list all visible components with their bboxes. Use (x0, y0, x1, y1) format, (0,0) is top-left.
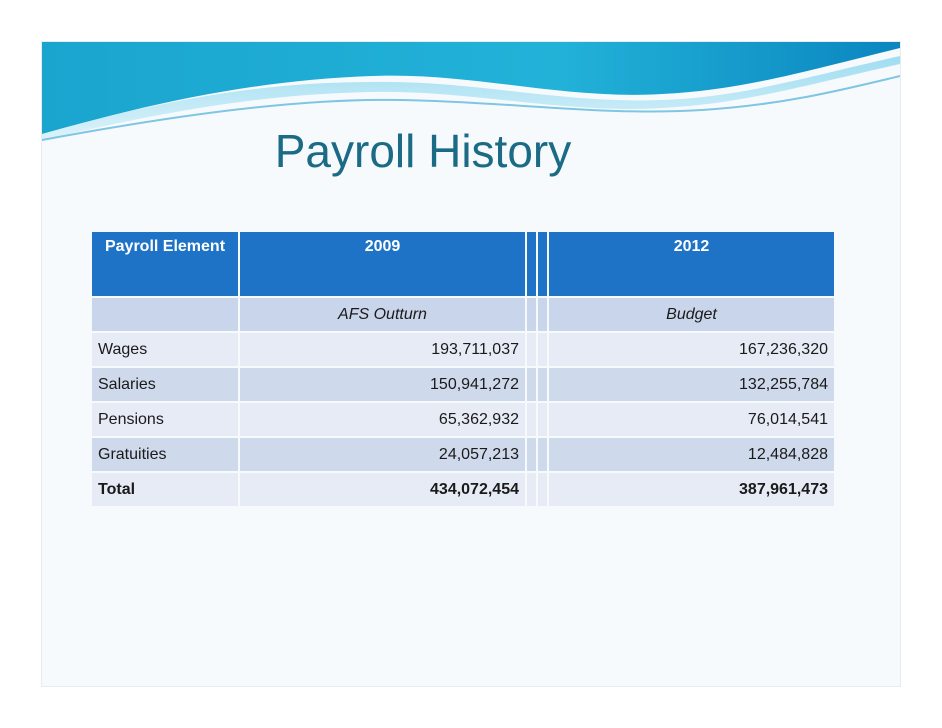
value-2009: 24,057,213 (240, 438, 525, 471)
row-label: Gratuities (92, 438, 238, 471)
row-spacer (527, 368, 536, 401)
row-spacer (538, 438, 547, 471)
header-row (92, 232, 834, 296)
slide-title: Payroll History (274, 125, 572, 177)
payroll-table (90, 230, 836, 508)
value-2012: 167,236,320 (549, 333, 834, 366)
subheader-budget: Budget (549, 298, 834, 331)
slide (42, 42, 900, 686)
value-2009: 193,711,037 (240, 333, 525, 366)
row-label: Wages (92, 333, 238, 366)
row-spacer (538, 333, 547, 366)
header-2009: 2009 (240, 232, 525, 296)
total-2012: 387,961,473 (549, 473, 834, 506)
table-row (92, 403, 834, 436)
table-row (92, 368, 834, 401)
subheader-row (92, 298, 834, 331)
subheader-empty (92, 298, 238, 331)
header-spacer (527, 232, 536, 296)
subheader-spacer (527, 298, 536, 331)
total-2009: 434,072,454 (240, 473, 525, 506)
value-2012: 132,255,784 (549, 368, 834, 401)
row-label: Salaries (92, 368, 238, 401)
table-row (92, 333, 834, 366)
value-2012: 12,484,828 (549, 438, 834, 471)
value-2009: 150,941,272 (240, 368, 525, 401)
row-spacer (538, 473, 547, 506)
total-row (92, 473, 834, 506)
value-2012: 76,014,541 (549, 403, 834, 436)
value-2009: 65,362,932 (240, 403, 525, 436)
row-spacer (538, 403, 547, 436)
row-spacer (527, 333, 536, 366)
header-payroll-element: Payroll Element (92, 232, 238, 296)
table-row (92, 438, 834, 471)
header-spacer (538, 232, 547, 296)
total-label: Total (92, 473, 238, 506)
subheader-spacer (538, 298, 547, 331)
row-label: Pensions (92, 403, 238, 436)
row-spacer (527, 473, 536, 506)
subheader-afs-outturn: AFS Outturn (240, 298, 525, 331)
row-spacer (538, 368, 547, 401)
row-spacer (527, 403, 536, 436)
row-spacer (527, 438, 536, 471)
header-2012: 2012 (549, 232, 834, 296)
